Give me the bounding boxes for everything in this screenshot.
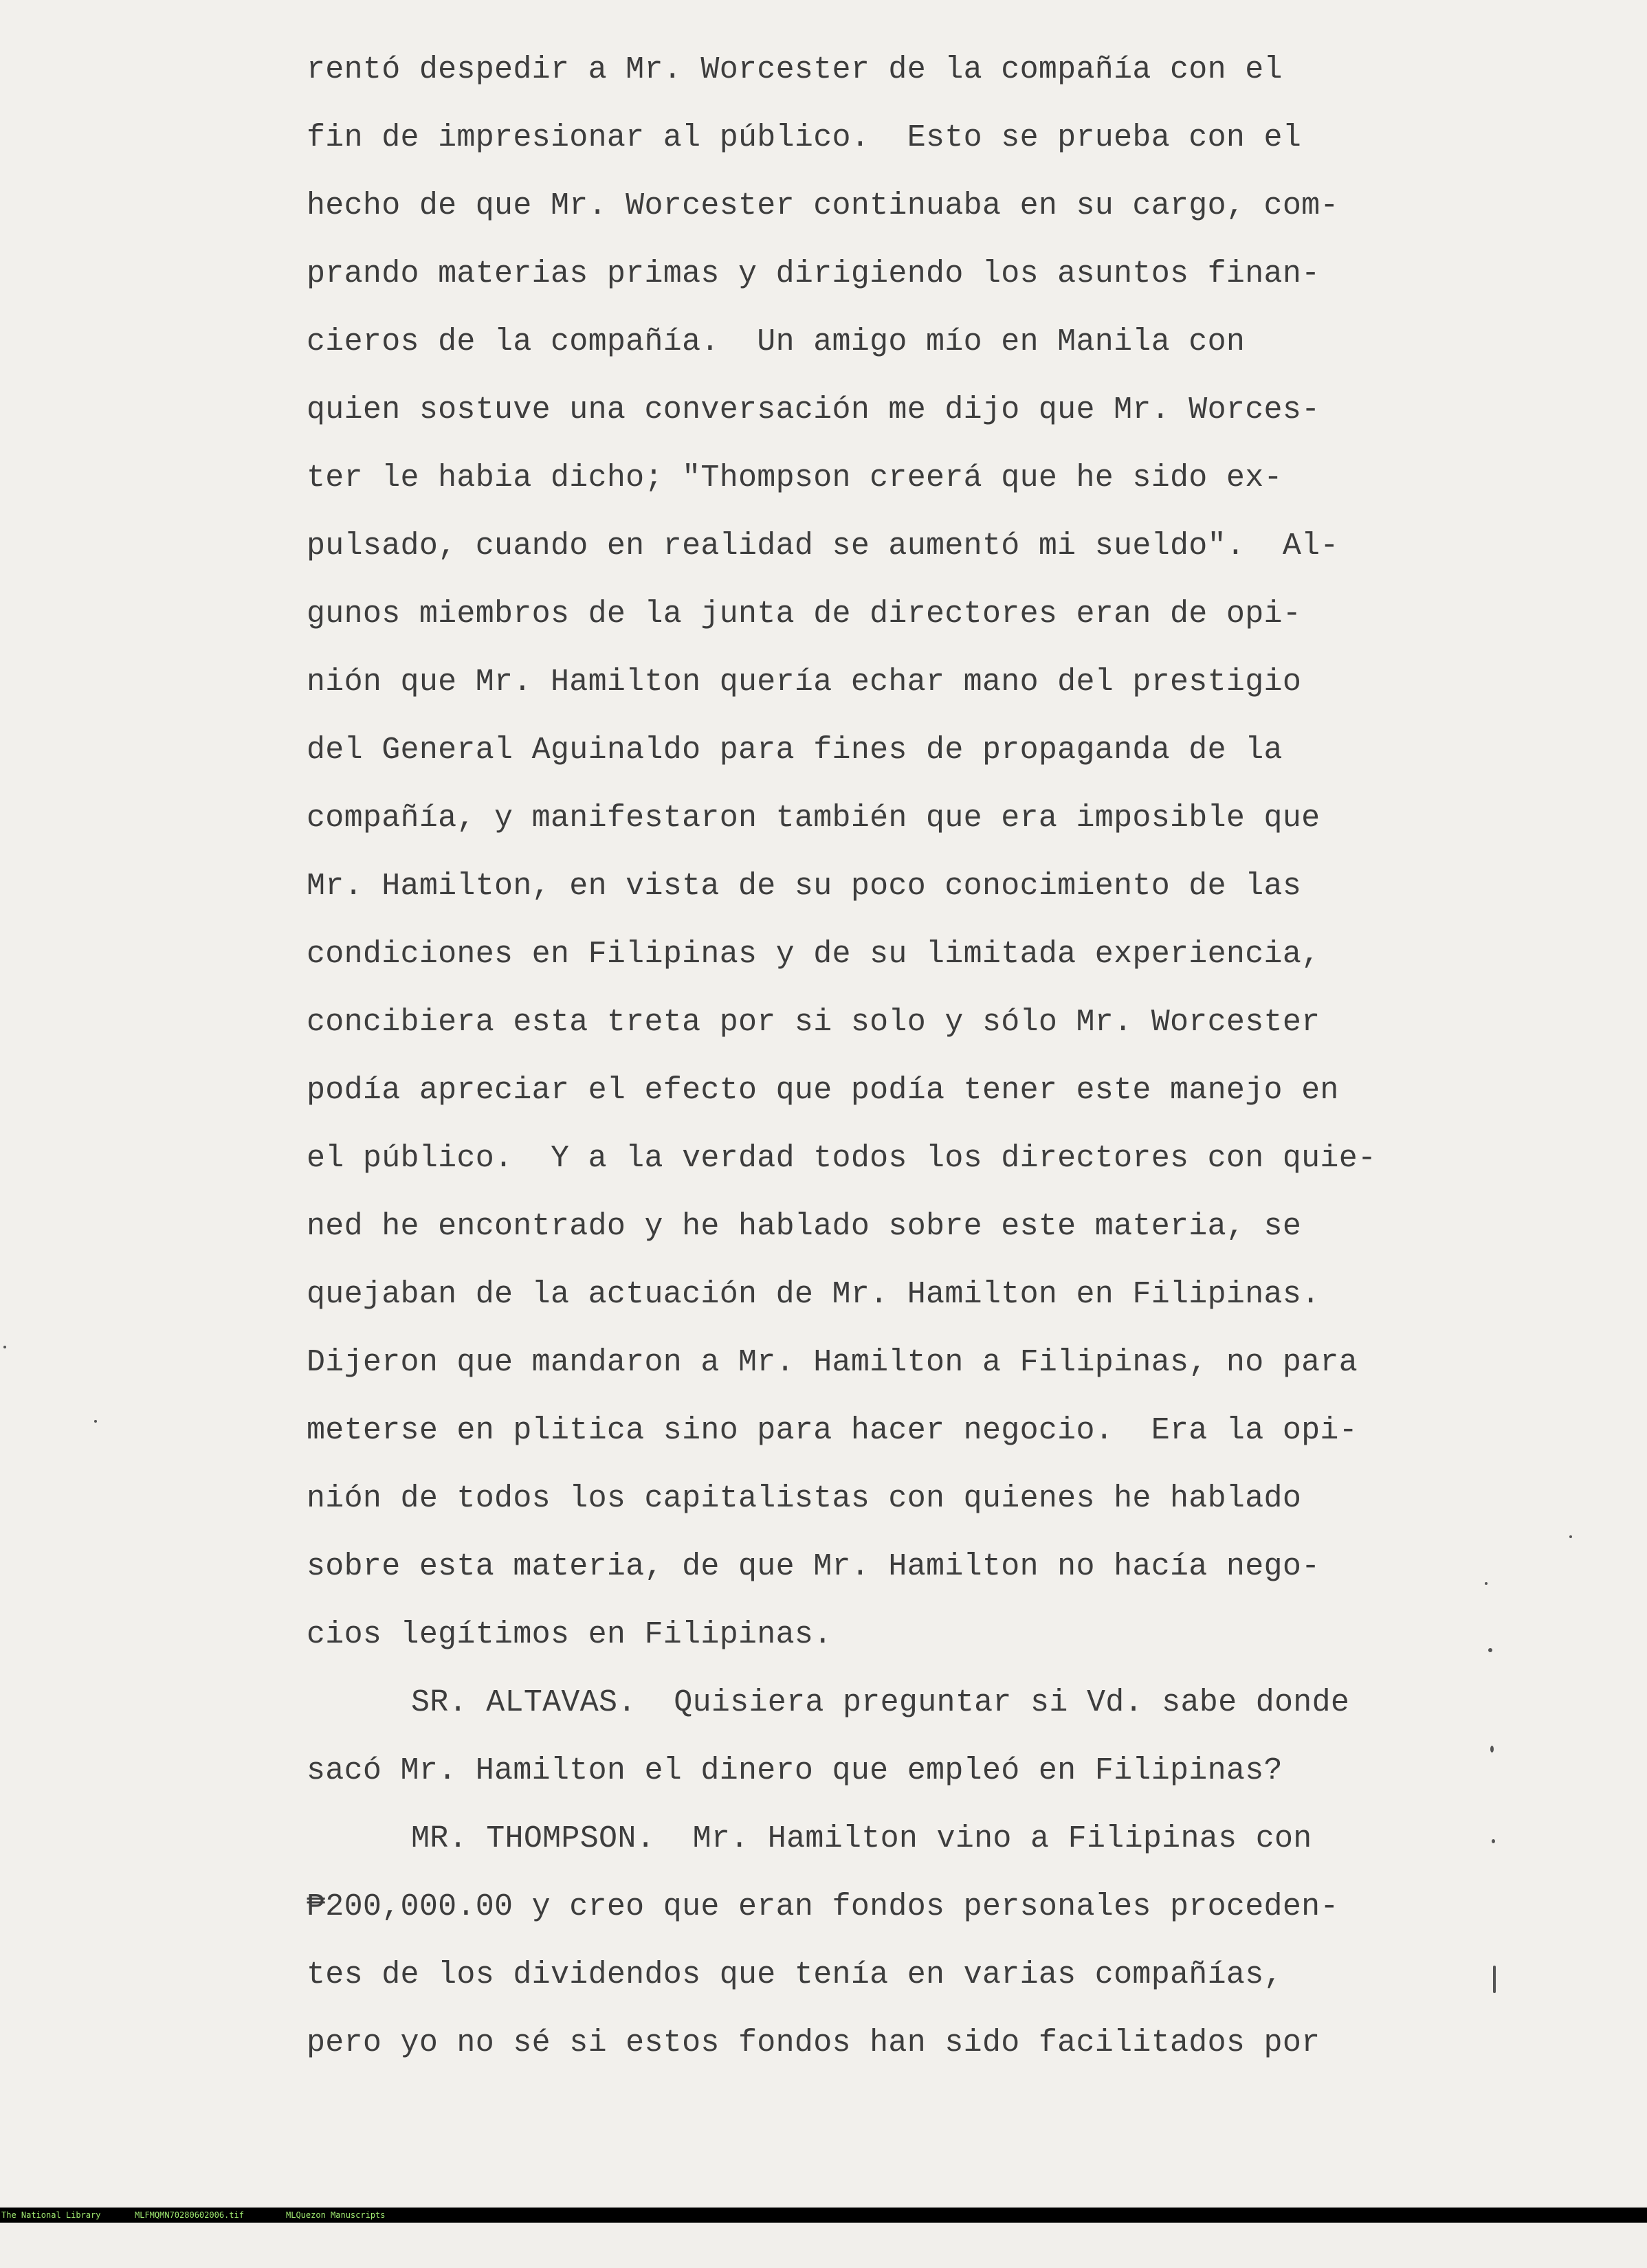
footer-collection: MLQuezon Manuscripts [286,2210,386,2220]
text-line: rentó despedir a Mr. Worcester de la compañía con el [307,52,1283,87]
text-line: ₱200,000.00 y creo que eran fondos personales proceden- [307,1889,1339,1924]
scan-speck [1485,1582,1488,1585]
text-line: condiciones en Filipinas y de su limitada experiencia, [307,937,1320,972]
text-line: ned he encontrado y he hablado sobre este materia, se [307,1209,1302,1244]
text-line: meterse en plitica sino para hacer negocio. Era la opi- [307,1413,1358,1448]
text-line: cios legítimos en Filipinas. [307,1617,832,1652]
text-line: nión de todos los capitalistas con quienes he hablado [307,1481,1302,1516]
scan-speck [1569,1535,1572,1538]
scan-speck [1492,1839,1495,1843]
text-line: prando materias primas y dirigiendo los asuntos finan- [307,256,1320,291]
scan-speck [1493,1966,1496,1993]
scan-footer-bar [0,2208,1647,2223]
footer-file-id: MLFMQMN70280602006.tif [135,2210,244,2220]
speaker-line: MR. THOMPSON. Mr. Hamilton vino a Filipinas con [411,1821,1312,1856]
text-line: quien sostuve una conversación me dijo que Mr. Worces- [307,392,1320,427]
text-line: el público. Y a la verdad todos los directores con quie- [307,1141,1377,1176]
text-line: gunos miembros de la junta de directores eran de opi- [307,597,1302,632]
text-line: Dijeron que mandaron a Mr. Hamilton a Filipinas, no para [307,1345,1358,1380]
text-line: quejaban de la actuación de Mr. Hamilton en Filipinas. [307,1277,1320,1312]
scan-speck [1490,1746,1494,1753]
text-line: cieros de la compañía. Un amigo mío en Manila con [307,324,1246,359]
text-line: fin de impresionar al público. Esto se prueba con el [307,120,1302,155]
text-line: pero yo no sé si estos fondos han sido facilitados por [307,2025,1320,2060]
text-line: nión que Mr. Hamilton quería echar mano del prestigio [307,665,1302,700]
text-line: ter le habia dicho; "Thompson creerá que he sido ex- [307,460,1283,496]
scan-speck [3,1346,6,1348]
text-line: podía apreciar el efecto que podía tener este manejo en [307,1073,1339,1108]
footer-library: The National Library [1,2210,101,2220]
text-line: tes de los dividendos que tenía en varias compañías, [307,1957,1283,1992]
scan-speck [94,1420,97,1423]
speaker-line: SR. ALTAVAS. Quisiera preguntar si Vd. sabe donde [411,1685,1350,1720]
text-line: concibiera esta treta por si solo y sólo Mr. Worcester [307,1005,1320,1040]
text-line: pulsado, cuando en realidad se aumentó mi sueldo". Al- [307,529,1339,564]
text-line: del General Aguinaldo para fines de propaganda de la [307,733,1283,768]
text-line: compañía, y manifestaron también que era imposible que [307,801,1320,836]
text-line: sobre esta materia, de que Mr. Hamilton no hacía nego- [307,1549,1320,1584]
text-line: sacó Mr. Hamilton el dinero que empleó en Filipinas? [307,1753,1283,1788]
scan-speck [1488,1648,1492,1652]
text-line: hecho de que Mr. Worcester continuaba en su cargo, com- [307,188,1339,223]
text-line: Mr. Hamilton, en vista de su poco conocimiento de las [307,869,1302,904]
